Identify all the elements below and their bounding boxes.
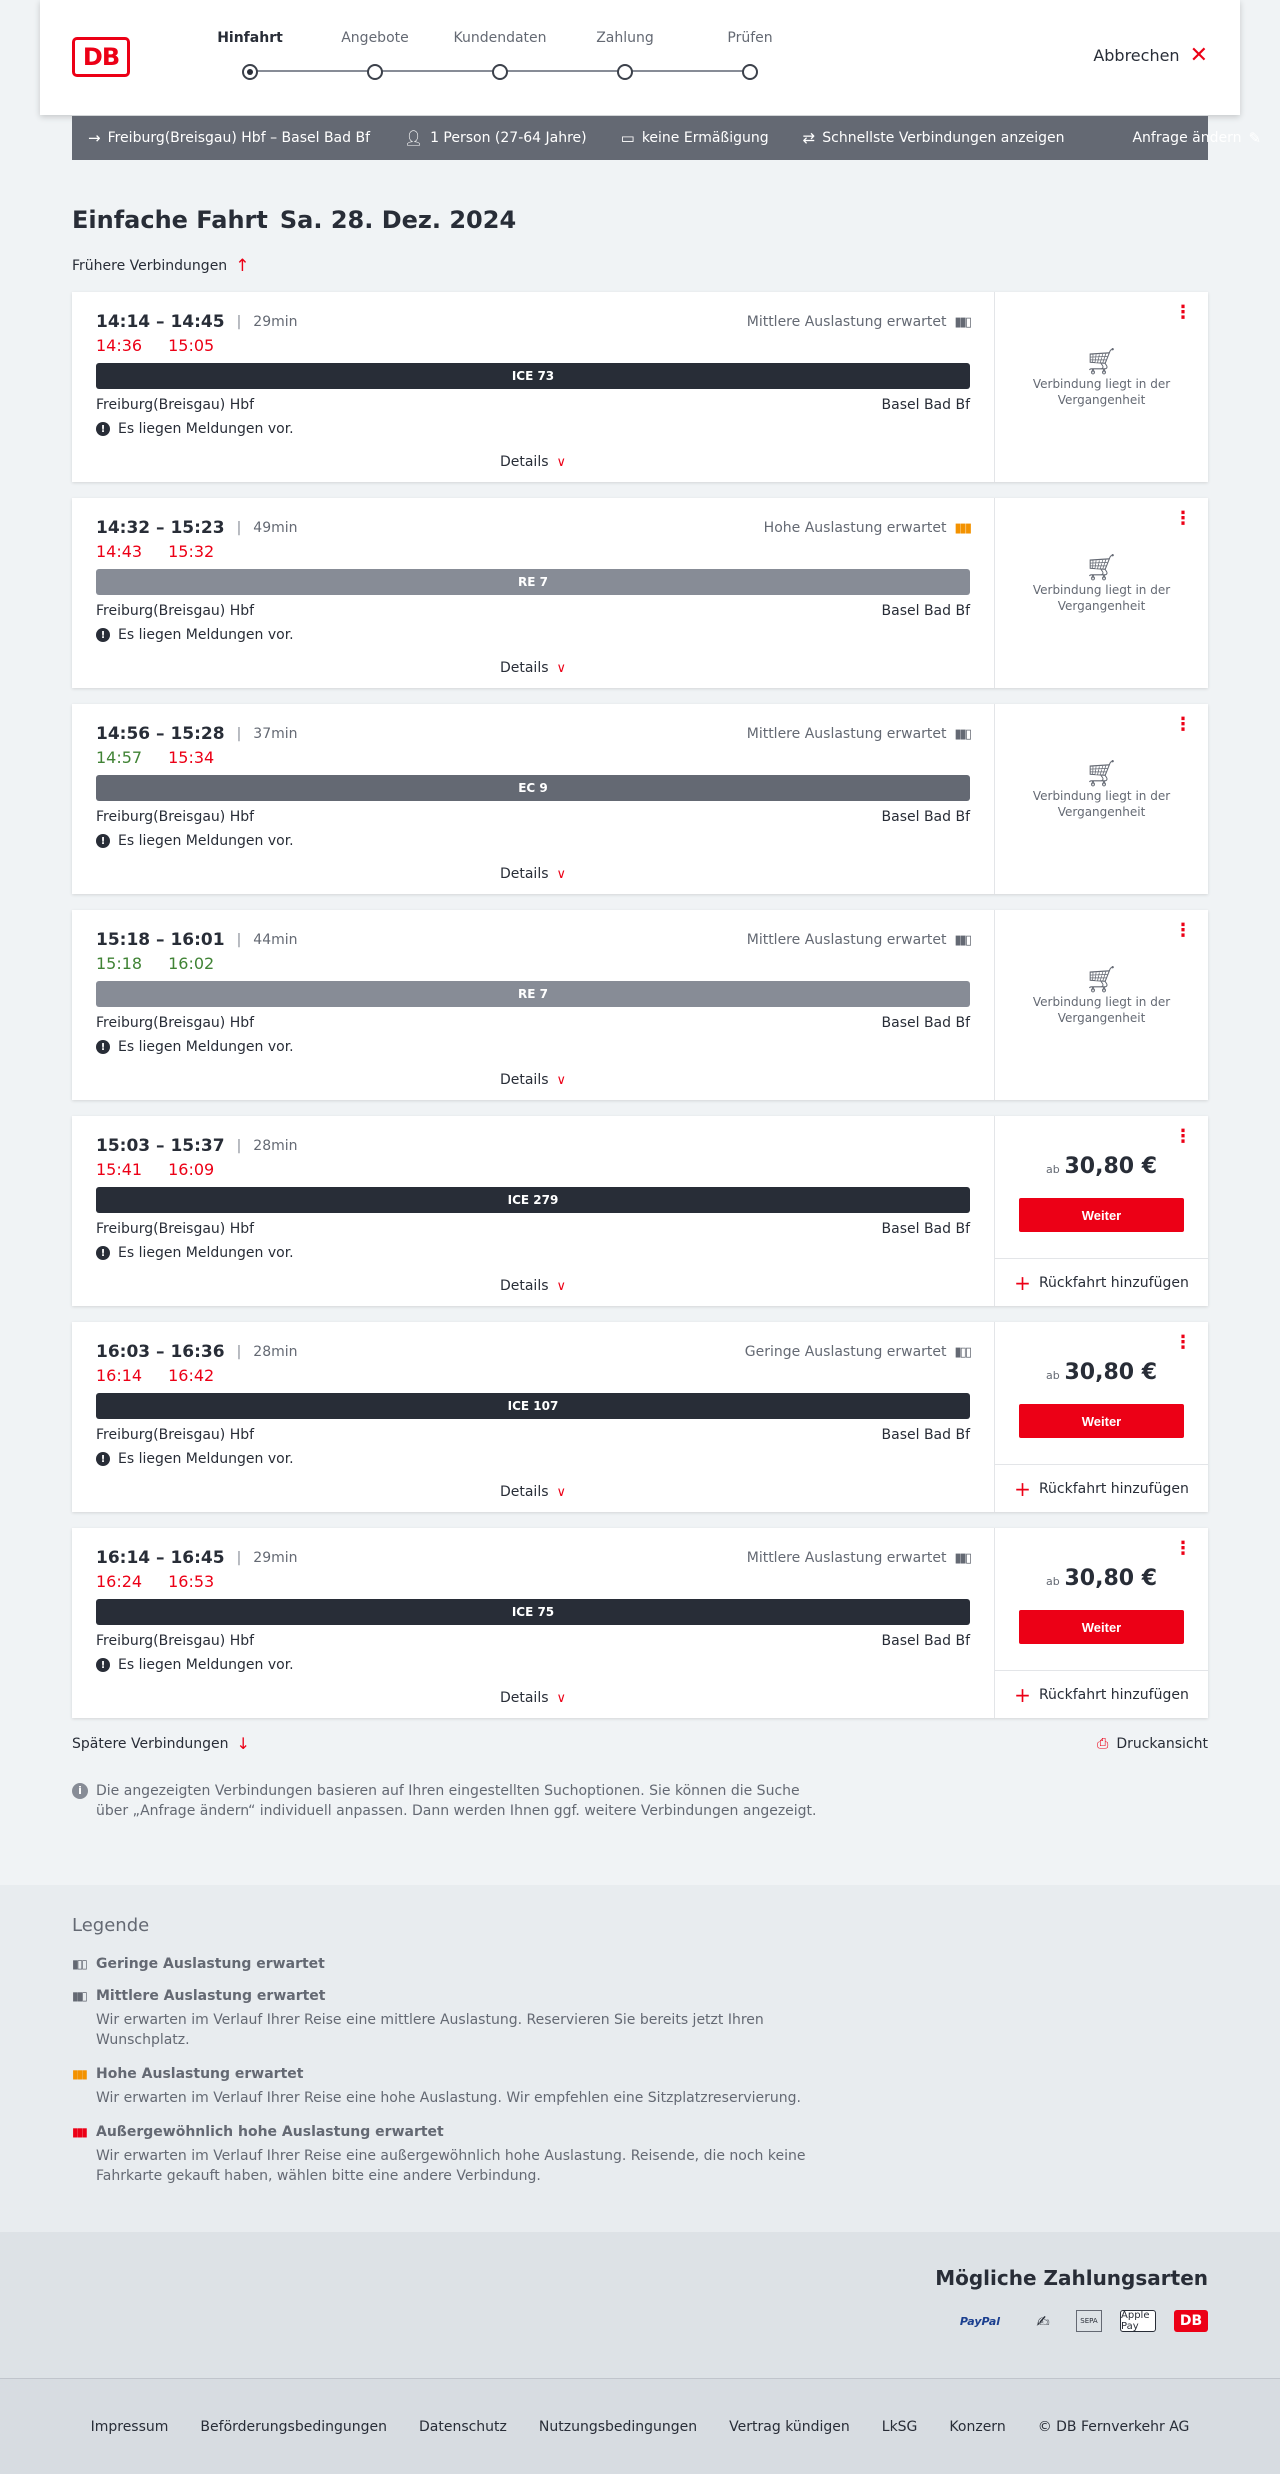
scheduled-times: 15:18 – 16:01 <box>96 930 225 950</box>
load-indicator <box>764 520 970 536</box>
load-text: Mittlere Auslastung erwartet <box>746 314 947 330</box>
printer-icon: ⎙ <box>1097 1735 1109 1752</box>
connection-info <box>72 910 995 1100</box>
cancel-label: Abbrechen <box>1093 46 1180 65</box>
details-label: Details <box>499 1690 549 1706</box>
db-pay-icon: DB <box>1174 2310 1208 2332</box>
past-text: Verbindung liegt in der Vergangenheit <box>1032 583 1171 613</box>
realtime-departure: 14:57 <box>96 748 143 767</box>
connection-times: 14:32 – 15:23 | 49min <box>96 518 298 538</box>
load-indicator <box>745 1344 970 1360</box>
connection-info <box>72 498 995 688</box>
duration: 29min <box>253 1550 298 1566</box>
step-dot <box>617 64 633 80</box>
add-return-label: Rückfahrt hinzufügen <box>1038 1686 1189 1703</box>
price <box>995 1566 1208 1591</box>
realtime-times <box>96 1366 970 1385</box>
scheduled-times: 16:14 – 16:45 <box>96 1548 225 1568</box>
realtime-arrival: 16:53 <box>168 1572 215 1591</box>
destination-station: Basel Bad Bf <box>881 1221 970 1237</box>
duration: 37min <box>253 726 298 742</box>
duration: 44min <box>253 932 298 948</box>
past-notice <box>995 553 1208 614</box>
realtime-arrival: 16:09 <box>168 1160 215 1179</box>
chevron-down-icon: ∨ <box>556 866 567 882</box>
below-list <box>72 1734 1208 1753</box>
load-level-icon: ▮▯▯ <box>72 1957 86 1971</box>
travellers-text: 1 Person (27-64 Jahre) <box>430 130 587 146</box>
destination-station: Basel Bad Bf <box>881 603 970 619</box>
continue-button[interactable]: Weiter <box>1019 1610 1184 1644</box>
stations <box>96 809 970 825</box>
legend-item-title: Hohe Auslastung erwartet <box>96 2066 304 2082</box>
footer-link[interactable]: LkSG <box>881 2418 918 2435</box>
discount-text: keine Ermäßigung <box>641 130 769 146</box>
alert-icon: ! <box>96 1452 110 1466</box>
route-text: Freiburg(Breisgau) Hbf – Basel Bad Bf <box>107 130 371 146</box>
summary-travellers <box>404 129 587 147</box>
step-label: Kundendaten <box>453 30 547 46</box>
details-label: Details <box>499 866 549 882</box>
chevron-down-icon: ∨ <box>556 1484 567 1500</box>
pencil-icon: ✎ <box>1248 129 1262 147</box>
connection-card[interactable] <box>72 292 1208 482</box>
more-options-icon[interactable]: ⋮ <box>1174 1538 1192 1559</box>
cancel-button[interactable] <box>1093 42 1208 68</box>
details-toggle[interactable] <box>72 1072 994 1088</box>
realtime-times <box>96 1572 970 1591</box>
load-text: Mittlere Auslastung erwartet <box>746 932 947 948</box>
connection-info <box>72 292 995 482</box>
connection-times: 16:03 – 16:36 | 28min <box>96 1342 298 1362</box>
cart-icon: 🛒︎ <box>1084 965 1118 995</box>
legend <box>0 1885 1280 2232</box>
footer-link[interactable]: Konzern <box>949 2418 1006 2435</box>
connection-info <box>72 704 995 894</box>
load-level-icon: ▮▮▯ <box>954 726 970 742</box>
load-level-icon: ▮▮▮ <box>72 2125 86 2139</box>
connection-times: 15:18 – 16:01 | 44min <box>96 930 298 950</box>
details-label: Details <box>499 1484 549 1500</box>
add-return-button[interactable] <box>995 1464 1208 1512</box>
connection-card[interactable] <box>72 704 1208 894</box>
origin-station: Freiburg(Breisgau) Hbf <box>96 1633 255 1649</box>
info-icon: i <box>72 1783 88 1799</box>
realtime-arrival: 16:42 <box>168 1366 215 1385</box>
scheduled-times: 14:32 – 15:23 <box>96 518 225 538</box>
destination-station: Basel Bad Bf <box>881 1015 970 1031</box>
legend-items <box>72 1956 1208 2186</box>
chevron-down-icon: ∨ <box>556 1072 567 1088</box>
footer-link[interactable]: Impressum <box>90 2418 169 2435</box>
price-value: 30,80 € <box>1064 1360 1158 1385</box>
details-label: Details <box>499 1072 549 1088</box>
messages-text: Es liegen Meldungen vor. <box>118 1451 294 1467</box>
apple-pay-icon: Apple Pay <box>1120 2310 1156 2332</box>
price <box>995 1360 1208 1385</box>
alert-icon: ! <box>96 1658 110 1672</box>
arrow-right-icon: → <box>88 129 101 147</box>
load-indicator <box>747 1550 970 1566</box>
messages-notice <box>96 627 970 643</box>
arrow-down-icon: ↓ <box>236 1734 250 1753</box>
scheduled-times: 16:03 – 16:36 <box>96 1342 225 1362</box>
plus-icon: + <box>1014 1682 1031 1707</box>
later-connections-link[interactable] <box>72 1734 250 1753</box>
realtime-times <box>96 954 970 973</box>
details-label: Details <box>499 660 549 676</box>
past-notice <box>995 347 1208 408</box>
realtime-arrival: 15:32 <box>168 542 215 561</box>
trip-type: Einfache Fahrt <box>72 206 268 234</box>
price-prefix: ab <box>1045 1575 1060 1588</box>
connection-offer <box>995 704 1208 894</box>
legend-item-desc: Wir erwarten im Verlauf Ihrer Reise eine außergewöhnlich hohe Auslastung. Reisende, die noch keine Fahrkarte gekauft haben, wählen bitte eine andere Verbindung. <box>96 2148 806 2184</box>
duration: 29min <box>253 314 298 330</box>
load-indicator <box>747 726 970 742</box>
load-indicator <box>747 932 970 948</box>
legend-item <box>72 2066 1208 2108</box>
continue-button[interactable]: Weiter <box>1019 1198 1184 1232</box>
legend-item-desc: Wir erwarten im Verlauf Ihrer Reise eine mittlere Auslastung. Reservieren Sie bereits jetzt Ihren Wunschplatz. <box>96 2012 764 2048</box>
train-bar[interactable]: ICE 73 <box>96 363 970 389</box>
footer-link[interactable]: Datenschutz <box>418 2418 507 2435</box>
messages-notice <box>96 1039 970 1055</box>
messages-text: Es liegen Meldungen vor. <box>118 421 294 437</box>
legend-item <box>72 1956 1208 1972</box>
messages-text: Es liegen Meldungen vor. <box>118 627 294 643</box>
price-prefix: ab <box>1045 1163 1060 1176</box>
connection-offer <box>995 1322 1208 1512</box>
more-options-icon[interactable]: ⋮ <box>1174 714 1192 735</box>
past-text: Verbindung liegt in der Vergangenheit <box>1032 377 1171 407</box>
alert-icon: ! <box>96 628 110 642</box>
chevron-down-icon: ∨ <box>556 454 567 470</box>
connection-times: 14:14 – 14:45 | 29min <box>96 312 298 332</box>
legend-item <box>72 1988 1208 2050</box>
details-toggle[interactable] <box>72 866 994 882</box>
scheduled-times: 15:03 – 15:37 <box>96 1136 225 1156</box>
origin-station: Freiburg(Breisgau) Hbf <box>96 1427 255 1443</box>
connection-card[interactable] <box>72 1528 1208 1718</box>
load-text: Geringe Auslastung erwartet <box>744 1344 947 1360</box>
print-view-link[interactable] <box>1097 1734 1208 1753</box>
origin-station: Freiburg(Breisgau) Hbf <box>96 1015 255 1031</box>
chevron-down-icon: ∨ <box>556 660 567 676</box>
origin-station: Freiburg(Breisgau) Hbf <box>96 397 255 413</box>
legend-item <box>72 2124 1208 2186</box>
alert-icon: ! <box>96 422 110 436</box>
realtime-departure: 15:41 <box>96 1160 143 1179</box>
train-bar[interactable]: ICE 279 <box>96 1187 970 1213</box>
connection-offer <box>995 1116 1208 1306</box>
earlier-connections-link[interactable] <box>72 256 1208 276</box>
legend-item-title: Mittlere Auslastung erwartet <box>96 1988 326 2004</box>
connection-info <box>72 1116 995 1306</box>
add-return-label: Rückfahrt hinzufügen <box>1038 1274 1189 1291</box>
connection-info <box>72 1322 995 1512</box>
scheduled-times: 14:56 – 15:28 <box>96 724 225 744</box>
messages-notice <box>96 1657 970 1673</box>
origin-station: Freiburg(Breisgau) Hbf <box>96 603 255 619</box>
realtime-departure: 15:18 <box>96 954 143 973</box>
messages-notice <box>96 421 970 437</box>
realtime-departure: 16:24 <box>96 1572 143 1591</box>
continue-button[interactable]: Weiter <box>1019 1404 1184 1438</box>
summary-route <box>88 129 370 147</box>
more-options-icon[interactable]: ⋮ <box>1174 920 1192 941</box>
footer-link[interactable]: Nutzungsbedingungen <box>538 2418 698 2435</box>
page-title <box>72 206 1208 234</box>
step-dot <box>742 64 758 80</box>
later-label: Spätere Verbindungen <box>72 1735 229 1752</box>
legend-item-title: Außergewöhnlich hohe Auslastung erwartet <box>96 2124 444 2140</box>
details-label: Details <box>499 1278 549 1294</box>
connection-card[interactable] <box>72 910 1208 1100</box>
sepa-icon: SEPA <box>1076 2310 1102 2332</box>
origin-station: Freiburg(Breisgau) Hbf <box>96 809 255 825</box>
footer-link: © DB Fernverkehr AG <box>1037 2418 1190 2435</box>
load-text: Mittlere Auslastung erwartet <box>746 726 947 742</box>
more-options-icon[interactable]: ⋮ <box>1174 1126 1192 1147</box>
more-options-icon[interactable]: ⋮ <box>1174 508 1192 529</box>
stations <box>96 603 970 619</box>
db-logo[interactable] <box>72 37 130 77</box>
add-return-button[interactable] <box>995 1258 1208 1306</box>
connection-list <box>72 292 1208 1718</box>
plus-icon: + <box>1014 1476 1031 1501</box>
step-pruefen[interactable] <box>695 30 805 50</box>
connection-offer <box>995 910 1208 1100</box>
stations <box>96 1221 970 1237</box>
details-toggle[interactable] <box>72 454 994 470</box>
stations <box>96 1427 970 1443</box>
close-icon: ✕ <box>1189 42 1208 68</box>
alert-icon: ! <box>96 1246 110 1260</box>
trip-date: Sa. 28. Dez. 2024 <box>279 206 517 234</box>
paypal-icon: PayPal <box>959 2314 1001 2328</box>
messages-notice <box>96 1245 970 1261</box>
messages-text: Es liegen Meldungen vor. <box>118 1039 294 1055</box>
price <box>995 1154 1208 1179</box>
payment-icons <box>950 2310 1208 2332</box>
realtime-times <box>96 336 970 355</box>
info-note <box>72 1781 832 1821</box>
search-summary-bar <box>72 116 1262 160</box>
train-bar[interactable]: ICE 107 <box>96 1393 970 1419</box>
arrow-up-icon: ↑ <box>235 256 250 276</box>
load-level-icon: ▮▮▮ <box>72 2067 86 2081</box>
step-label: Angebote <box>341 30 409 46</box>
load-level-icon: ▮▮▯ <box>954 932 970 948</box>
price-value: 30,80 € <box>1064 1566 1158 1591</box>
transfer-icon: ✍ <box>1036 2311 1050 2331</box>
step-label: Prüfen <box>727 30 773 46</box>
realtime-arrival: 15:34 <box>168 748 215 767</box>
realtime-times <box>96 748 970 767</box>
payment-title: Mögliche Zahlungsarten <box>935 2266 1208 2290</box>
legend-item-desc: Wir erwarten im Verlauf Ihrer Reise eine hohe Auslastung. Wir empfehlen eine Sitzplatzreservierung. <box>96 2090 801 2106</box>
cart-icon: 🛒︎ <box>1084 759 1118 789</box>
connection-card[interactable] <box>72 1116 1208 1306</box>
header <box>0 0 1280 147</box>
step-dot <box>367 64 383 80</box>
scheduled-times: 14:14 – 14:45 <box>96 312 225 332</box>
realtime-times <box>96 1160 970 1179</box>
earlier-label: Frühere Verbindungen <box>72 258 228 274</box>
add-return-button[interactable] <box>995 1670 1208 1718</box>
duration: 49min <box>253 520 298 536</box>
step-label: Zahlung <box>596 30 654 46</box>
step-hinfahrt[interactable] <box>195 30 305 50</box>
details-toggle[interactable] <box>72 660 994 676</box>
connection-offer <box>995 292 1208 482</box>
connection-times: 15:03 – 15:37 | 28min <box>96 1136 298 1156</box>
destination-station: Basel Bad Bf <box>881 397 970 413</box>
footer <box>0 2378 1280 2474</box>
db-logo-text: DB <box>82 43 120 71</box>
past-text: Verbindung liegt in der Vergangenheit <box>1032 789 1171 819</box>
cart-icon: 🛒︎ <box>1084 553 1118 583</box>
summary-discount <box>621 129 769 147</box>
legend-item-title: Geringe Auslastung erwartet <box>96 1956 325 1972</box>
details-toggle[interactable] <box>72 1690 994 1706</box>
step-angebote[interactable] <box>320 30 430 50</box>
load-level-icon: ▮▮▯ <box>954 1550 970 1566</box>
destination-station: Basel Bad Bf <box>881 1427 970 1443</box>
train-bar[interactable]: EC 9 <box>96 775 970 801</box>
origin-station: Freiburg(Breisgau) Hbf <box>96 1221 255 1237</box>
load-indicator <box>747 314 970 330</box>
add-return-label: Rückfahrt hinzufügen <box>1038 1480 1189 1497</box>
realtime-arrival: 16:02 <box>168 954 215 973</box>
realtime-departure: 14:36 <box>96 336 143 355</box>
chevron-down-icon: ∨ <box>556 1278 567 1294</box>
connection-card[interactable] <box>72 1322 1208 1512</box>
past-text: Verbindung liegt in der Vergangenheit <box>1032 995 1171 1025</box>
realtime-departure: 14:43 <box>96 542 143 561</box>
legend-title: Legende <box>72 1915 150 1936</box>
stations <box>96 1015 970 1031</box>
summary-fastest <box>803 129 1065 147</box>
payment-methods <box>0 2232 1280 2378</box>
more-options-icon[interactable]: ⋮ <box>1174 302 1192 323</box>
duration: 28min <box>253 1138 298 1154</box>
card-icon: ▭ <box>620 129 635 147</box>
destination-station: Basel Bad Bf <box>881 809 970 825</box>
connection-offer <box>995 1528 1208 1718</box>
realtime-departure: 16:14 <box>96 1366 143 1385</box>
realtime-arrival: 15:05 <box>168 336 215 355</box>
stations <box>96 397 970 413</box>
load-level-icon: ▮▯▯ <box>954 1344 970 1360</box>
connection-card[interactable] <box>72 498 1208 688</box>
step-zahlung[interactable] <box>570 30 680 50</box>
load-text: Mittlere Auslastung erwartet <box>746 1550 947 1566</box>
main-content <box>72 206 1208 1821</box>
realtime-times <box>96 542 970 561</box>
messages-notice <box>96 1451 970 1467</box>
messages-text: Es liegen Meldungen vor. <box>118 1657 294 1673</box>
switch-icon: ⇄ <box>802 129 816 147</box>
train-bar[interactable]: RE 7 <box>96 981 970 1007</box>
header-card <box>40 0 1240 115</box>
details-label: Details <box>499 454 549 470</box>
messages-text: Es liegen Meldungen vor. <box>118 833 294 849</box>
print-label: Druckansicht <box>1116 1735 1208 1752</box>
connection-info <box>72 1528 995 1718</box>
connection-times: 16:14 – 16:45 | 29min <box>96 1548 298 1568</box>
plus-icon: + <box>1014 1270 1031 1295</box>
progress-steps <box>212 30 792 90</box>
load-text: Hohe Auslastung erwartet <box>763 520 947 536</box>
price-prefix: ab <box>1045 1369 1060 1382</box>
messages-text: Es liegen Meldungen vor. <box>118 1245 294 1261</box>
step-dot <box>492 64 508 80</box>
step-dot <box>242 64 258 80</box>
step-kundendaten[interactable] <box>445 30 555 50</box>
footer-link[interactable]: Beförderungsbedingungen <box>200 2418 387 2435</box>
details-toggle[interactable] <box>72 1484 994 1500</box>
train-bar[interactable]: RE 7 <box>96 569 970 595</box>
past-notice <box>995 965 1208 1026</box>
cart-icon: 🛒︎ <box>1084 347 1118 377</box>
footer-link[interactable]: Vertrag kündigen <box>729 2418 850 2435</box>
duration: 28min <box>253 1344 298 1360</box>
connection-times: 14:56 – 15:28 | 37min <box>96 724 298 744</box>
fastest-text: Schnellste Verbindungen anzeigen <box>822 130 1065 146</box>
step-label: Hinfahrt <box>217 30 283 46</box>
train-bar[interactable]: ICE 75 <box>96 1599 970 1625</box>
info-text: Die angezeigten Verbindungen basieren auf Ihren eingestellten Suchoptionen. Sie können die Suche über „Anfrage ändern“ individuell anpassen. Dann werden Ihnen ggf. weitere Verbindungen angezeigt. <box>96 1783 817 1819</box>
alert-icon: ! <box>96 834 110 848</box>
stations <box>96 1633 970 1649</box>
person-icon: 👤︎ <box>404 129 424 147</box>
messages-notice <box>96 833 970 849</box>
past-notice <box>995 759 1208 820</box>
load-level-icon: ▮▮▮ <box>954 520 970 536</box>
price-value: 30,80 € <box>1064 1154 1158 1179</box>
load-level-icon: ▮▮▯ <box>72 1989 86 2003</box>
chevron-down-icon: ∨ <box>556 1690 567 1706</box>
load-level-icon: ▮▮▯ <box>954 314 970 330</box>
details-toggle[interactable] <box>72 1278 994 1294</box>
edit-request-button[interactable] <box>1132 129 1261 147</box>
edit-label: Anfrage ändern <box>1132 130 1242 146</box>
destination-station: Basel Bad Bf <box>881 1633 970 1649</box>
connection-offer <box>995 498 1208 688</box>
more-options-icon[interactable]: ⋮ <box>1174 1332 1192 1353</box>
alert-icon: ! <box>96 1040 110 1054</box>
